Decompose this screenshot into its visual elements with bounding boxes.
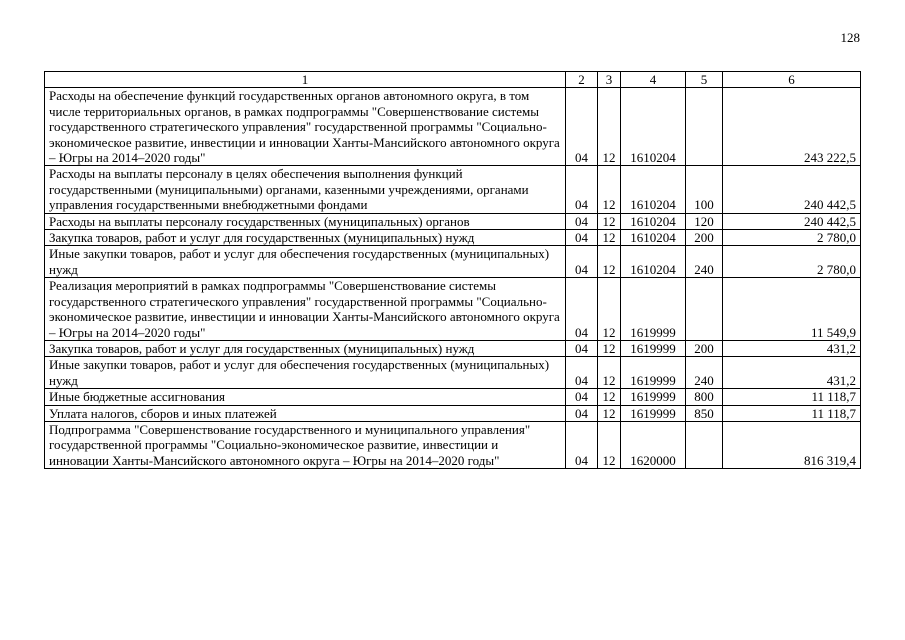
cell-expense-type: 200 (686, 230, 723, 246)
cell-expense-type (686, 88, 723, 166)
table-row (45, 357, 861, 389)
cell-target-article: 1610204 (621, 88, 686, 166)
cell-name: Расходы на обеспечение функций государственных органов автономного округа, в том числе территориальных органов, в рамках подпрограммы "Совершенствование системы государственного стратегического управления" государственной программы "Социально-экономическое развитие, инвестиции и инновации Ханты-Мансийского автономного округа – Югры на 2014–2020 годы" (45, 88, 566, 166)
cell-section: 04 (566, 340, 598, 356)
table-body (45, 88, 861, 469)
cell-section: 04 (566, 389, 598, 405)
cell-target-article: 1610204 (621, 213, 686, 229)
table-row (45, 405, 861, 421)
cell-subsection: 12 (598, 421, 621, 468)
cell-expense-type: 240 (686, 357, 723, 389)
cell-expense-type (686, 421, 723, 468)
cell-target-article: 1619999 (621, 278, 686, 341)
cell-subsection: 12 (598, 405, 621, 421)
cell-amount: 240 442,5 (723, 166, 861, 213)
column-header: 3 (598, 72, 621, 88)
column-header: 5 (686, 72, 723, 88)
cell-subsection: 12 (598, 389, 621, 405)
cell-amount: 431,2 (723, 340, 861, 356)
cell-section: 04 (566, 166, 598, 213)
cell-target-article: 1620000 (621, 421, 686, 468)
cell-section: 04 (566, 405, 598, 421)
cell-target-article: 1619999 (621, 389, 686, 405)
cell-subsection: 12 (598, 166, 621, 213)
cell-name: Иные закупки товаров, работ и услуг для обеспечения государственных (муниципальных) нужд (45, 246, 566, 278)
cell-amount: 816 319,4 (723, 421, 861, 468)
table-row (45, 213, 861, 229)
cell-subsection: 12 (598, 278, 621, 341)
cell-section: 04 (566, 357, 598, 389)
cell-amount: 11 118,7 (723, 405, 861, 421)
cell-expense-type: 800 (686, 389, 723, 405)
cell-target-article: 1610204 (621, 230, 686, 246)
cell-subsection: 12 (598, 246, 621, 278)
cell-name: Реализация мероприятий в рамках подпрограммы "Совершенствование системы государственного стратегического управления" государственной программы "Социально-экономическое развитие, инвестиции и инновации Ханты-Мансийского автономного округа – Югры на 2014–2020 годы" (45, 278, 566, 341)
cell-expense-type: 200 (686, 340, 723, 356)
cell-expense-type: 120 (686, 213, 723, 229)
column-header: 6 (723, 72, 861, 88)
cell-subsection: 12 (598, 340, 621, 356)
cell-name: Иные закупки товаров, работ и услуг для обеспечения государственных (муниципальных) нужд (45, 357, 566, 389)
cell-amount: 431,2 (723, 357, 861, 389)
cell-subsection: 12 (598, 357, 621, 389)
table-row (45, 88, 861, 166)
cell-amount: 2 780,0 (723, 246, 861, 278)
cell-expense-type (686, 278, 723, 341)
cell-section: 04 (566, 246, 598, 278)
cell-target-article: 1610204 (621, 166, 686, 213)
cell-target-article: 1610204 (621, 246, 686, 278)
cell-name: Уплата налогов, сборов и иных платежей (45, 405, 566, 421)
budget-table (44, 71, 861, 469)
cell-amount: 243 222,5 (723, 88, 861, 166)
cell-amount: 11 549,9 (723, 278, 861, 341)
cell-name: Закупка товаров, работ и услуг для государственных (муниципальных) нужд (45, 340, 566, 356)
header-row (45, 72, 861, 88)
cell-name: Подпрограмма "Совершенствование государственного и муниципального управления" государственной программы "Социально-экономическое развитие, инвестиции и инновации Ханты-Мансийского автономного округа – Югры на 2014–2020 годы" (45, 421, 566, 468)
cell-amount: 2 780,0 (723, 230, 861, 246)
cell-target-article: 1619999 (621, 340, 686, 356)
table-row (45, 166, 861, 213)
cell-subsection: 12 (598, 88, 621, 166)
cell-target-article: 1619999 (621, 405, 686, 421)
page-number: 128 (840, 30, 860, 45)
cell-expense-type: 100 (686, 166, 723, 213)
cell-subsection: 12 (598, 213, 621, 229)
cell-expense-type: 240 (686, 246, 723, 278)
column-header: 2 (566, 72, 598, 88)
cell-amount: 11 118,7 (723, 389, 861, 405)
table-row (45, 421, 861, 468)
table-row (45, 230, 861, 246)
table-row (45, 389, 861, 405)
cell-section: 04 (566, 213, 598, 229)
cell-amount: 240 442,5 (723, 213, 861, 229)
cell-expense-type: 850 (686, 405, 723, 421)
cell-section: 04 (566, 230, 598, 246)
cell-name: Расходы на выплаты персоналу государственных (муниципальных) органов (45, 213, 566, 229)
cell-subsection: 12 (598, 230, 621, 246)
column-header: 1 (45, 72, 566, 88)
cell-target-article: 1619999 (621, 357, 686, 389)
table-row (45, 246, 861, 278)
cell-name: Иные бюджетные ассигнования (45, 389, 566, 405)
table-row (45, 278, 861, 341)
cell-name: Расходы на выплаты персоналу в целях обеспечения выполнения функций государственными (муниципальными) органами, казенными учреждениями, органами управления государственными внебюджетными фондами (45, 166, 566, 213)
column-header: 4 (621, 72, 686, 88)
cell-section: 04 (566, 88, 598, 166)
cell-name: Закупка товаров, работ и услуг для государственных (муниципальных) нужд (45, 230, 566, 246)
table-row (45, 340, 861, 356)
cell-section: 04 (566, 421, 598, 468)
cell-section: 04 (566, 278, 598, 341)
